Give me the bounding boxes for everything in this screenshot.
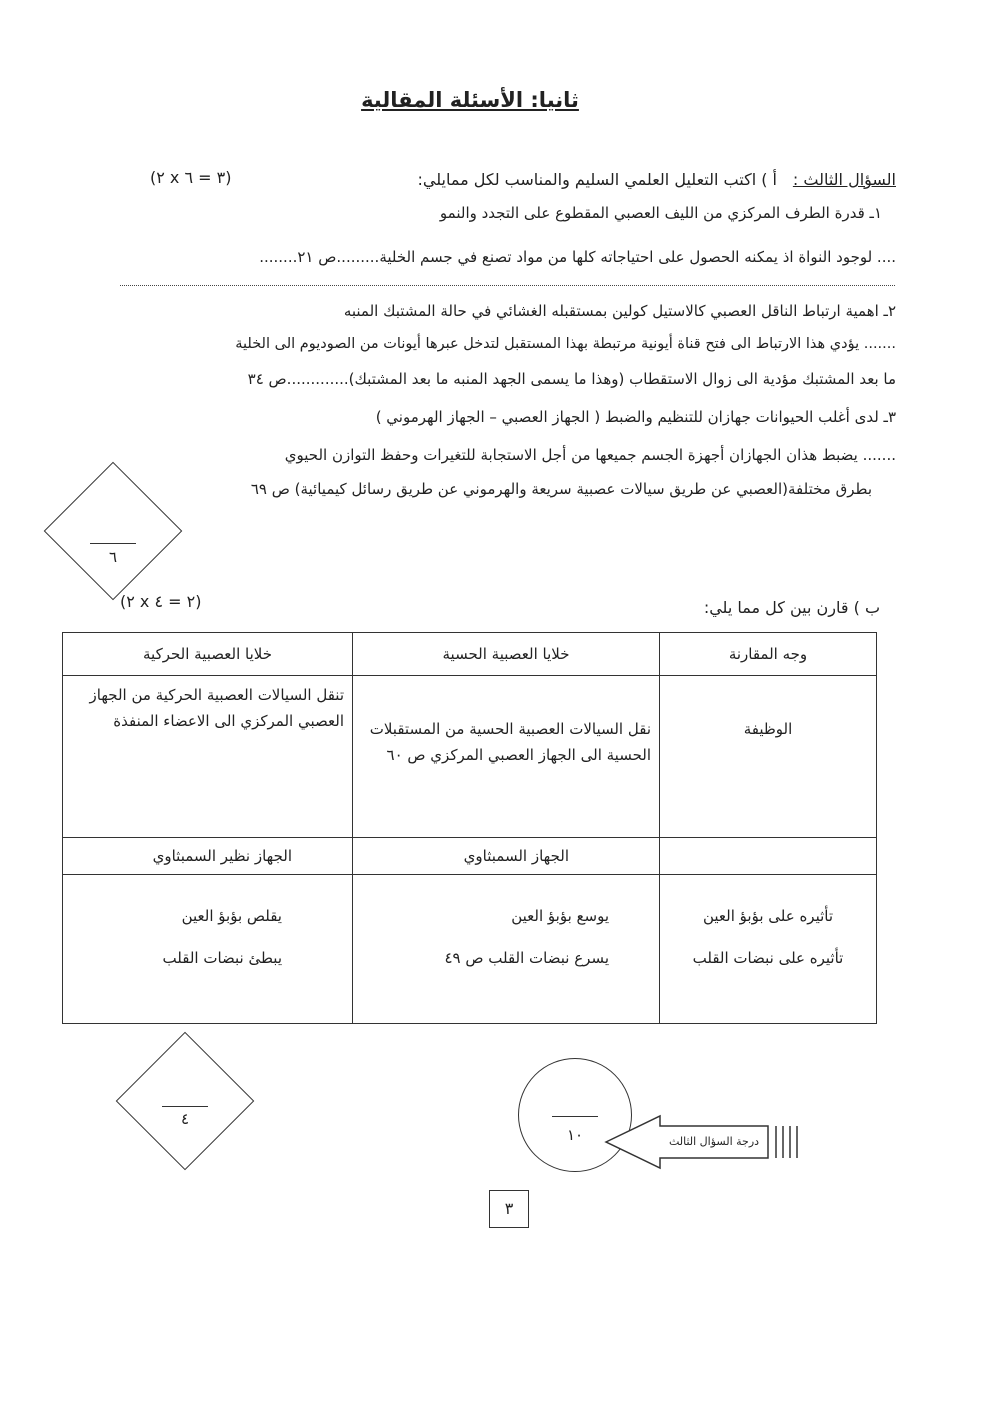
part-a-instruction: أ ) اكتب التعليل العلمي السليم والمناسب لكل ممايلي:: [417, 170, 777, 189]
sympathetic-cell: [353, 838, 660, 1024]
score-box-a: [44, 462, 183, 601]
page-number: ٣: [489, 1190, 529, 1228]
parasympathetic-header: الجهاز نظير السمبثاوي: [63, 838, 352, 875]
heart-parasympathetic: يبطئ نبضات القلب: [162, 949, 282, 967]
heart-label: تأثيره على نبضات القلب: [692, 949, 844, 967]
function-label: الوظيفة: [660, 676, 877, 838]
item-3-answer-line-1: ....... يضبط هذان الجهازان أجهزة الجسم جميعها من أجل الاستجابة للتغيرات وحفظ التوازن الحيوي: [284, 446, 896, 464]
aspect-cell: [660, 838, 877, 1024]
item-3-answer-line-2: بطرق مختلفة(العصبي عن طريق سيالات عصبية سريعة والهرموني عن طريق رسائل كيميائية) ص ٦٩: [250, 480, 872, 498]
total-score-line: [552, 1116, 598, 1117]
motor-function: تنقل السيالات العصبية الحركية من الجهاز العصبي المركزي الى الاعضاء المنفذة: [89, 686, 344, 730]
part-b-marks: (٢ x ٢ = ٤): [120, 592, 202, 611]
header-motor: خلايا العصبية الحركية: [63, 633, 353, 676]
item-1-answer: .... لوجود النواة اذ يمكنه الحصول على احتياجاته كلها من مواد تصنع في جسم الخلية.........ص ٢١........: [259, 248, 896, 266]
parasympathetic-cell: [63, 838, 353, 1024]
score-a: ٦: [108, 548, 118, 566]
item-1-question: ١ـ قدرة الطرف المركزي من الليف العصبي المقطوع على التجدد والنمو: [439, 204, 882, 222]
item-2-answer-line-2: ما بعد المشتبك مؤدية الى زوال الاستقطاب (وهذا ما يسمى الجهد المنبه ما بعد المشتبك).............ص ٣٤: [247, 370, 896, 388]
item-2-answer-line-1: ....... يؤدي هذا الارتباط الى فتح قناة أيونية مرتبطة بهذا المستقبل لتدخل عبرها أيونات من الصوديوم الى الخلية: [235, 336, 896, 352]
score-line-a: [90, 543, 136, 544]
comparison-table: [62, 632, 877, 1024]
pupil-parasympathetic: يقلص بؤبؤ العين: [181, 907, 282, 925]
page-title: ثانيا: الأسئلة المقالية: [361, 88, 579, 112]
dotted-divider: [120, 285, 895, 286]
question-label: السؤال الثالث :: [792, 170, 896, 189]
total-label: درجة السؤال الثالث: [668, 1135, 760, 1148]
total-score: ١٠: [566, 1126, 584, 1144]
heart-sympathetic: يسرع نبضات القلب ص ٤٩: [444, 949, 609, 967]
sensory-function: نقل السيالات العصبية الحسية من المستقبلات الحسية الى الجهاز العصبي المركزي ص ٦٠: [369, 720, 651, 764]
header-aspect: وجه المقارنة: [660, 633, 877, 676]
pupil-label: تأثيره على بؤبؤ العين: [702, 907, 834, 925]
item-2-question: ٢ـ اهمية ارتباط الناقل العصبي كالاستيل كولين بمستقبله الغشائي في حالة المشتبك المنبه: [343, 302, 896, 320]
header-sensory: خلايا العصبية الحسية: [353, 633, 660, 676]
part-a-marks: (٢ x ٣ = ٦): [150, 168, 232, 187]
score-b: ٤: [180, 1110, 190, 1128]
part-b-instruction: ب ) قارن بين كل مما يلي:: [703, 598, 880, 617]
pupil-sympathetic: يوسع بؤبؤ العين: [511, 907, 609, 925]
score-line-b: [162, 1106, 208, 1107]
score-box-b: [116, 1032, 255, 1171]
sympathetic-header: الجهاز السمبثاوي: [353, 838, 659, 875]
item-3-question: ٣ـ لدى أغلب الحيوانات جهازان للتنظيم والضبط ( الجهاز العصبي – الجهاز الهرموني ): [375, 408, 896, 426]
